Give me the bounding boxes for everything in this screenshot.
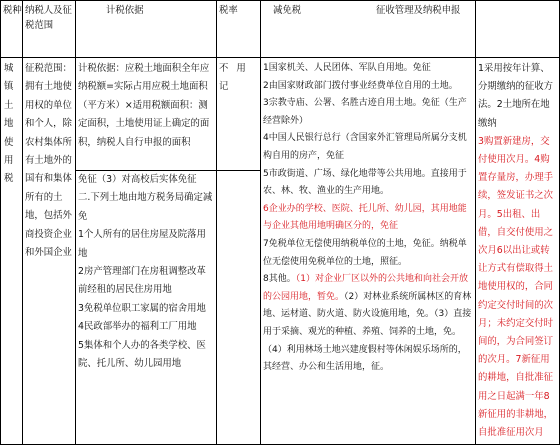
col-border-4	[260, 0, 261, 445]
exemption-item-highlight: 6企业办的学校、医院、托儿所、幼儿园，其用地能与企业其他用地明确区分的，免征	[263, 203, 467, 232]
header-tax-type: 税种	[3, 5, 22, 16]
exemption-item: 5市政街道、广场、绿化地带等公共用地。直接用于农、林、牧、渔业的生产用地。	[263, 168, 467, 197]
col-border-3	[216, 0, 217, 445]
exemption-item: 4中国人民银行总行（含国家外汇管理局所属分支机构自用的房产，免征	[263, 133, 467, 161]
header-bottom-border	[0, 57, 560, 58]
col-border-1	[22, 0, 23, 445]
exemption-other-highlight: （1）对企业厂区以外的公共地和向社会开放的公园用地，暂免。	[263, 274, 468, 302]
exemption-item: 3宗教寺庙、公署、名胜古迹自用土地。免征（生产经营除外）	[263, 98, 467, 126]
basis-bottom-line: 免征（3）对高校后实体免征	[78, 174, 197, 185]
exemption-item: 7免税单位无偿使用纳税单位的土地，免征。纳税单位无偿使用免税单位的土地，照征。	[263, 238, 467, 267]
exemption-other-label: 8其他。	[263, 274, 296, 285]
header-admin: 征收管理及纳税申报	[376, 5, 461, 16]
exemption-other-forestry: （2）对林业系统所属林区的育林地、运材道、防火道、防火设施用地，免。	[263, 291, 472, 320]
basis-bottom-line: 二.下列土地由地方税务局确定减免	[78, 192, 213, 222]
taxpayer-scope-text: 征税范围：拥有土地使用权的单位和个人，除农村集体所有土地外的国有和集体所有的土地，包括外商投资企业和外国企业	[25, 63, 72, 259]
basis-bottom	[78, 171, 215, 373]
header-basis: 计税依据	[106, 5, 144, 16]
exemption-item: 2由国家财政部门拨付事业经费单位自用的土地。	[263, 80, 458, 91]
admin-text	[478, 60, 558, 442]
basis-bottom-line: 5集体和个人办的各类学校、医院、托儿所、幼儿园用地	[78, 339, 206, 370]
basis-bottom-line: 3免税单位职工家属的宿舍用地	[78, 302, 206, 314]
header-taxpayer-scope: 纳税人及征税范围	[25, 5, 72, 31]
basis-bottom-line: 2房产管理部门在房租调整改革前经租的居民住房用地	[78, 266, 206, 296]
exemption-other-resort: （4）利用林场土地兴建度假村等休闲娱乐场所的，其经营、办公和生活用地，征。	[263, 344, 467, 373]
basis-top-text: 计税依据：应税土地面积全年应纳税额=实际占用应税土地面积（平方米）×适用税额面积：测定面积，土地使用证上确定的面积，纳税人自行申报的面积	[78, 63, 210, 148]
exemption-other-farming: （3）直接用于采摘、观光的种植、养殖、饲养的土地，免。	[263, 309, 472, 337]
exemption-item: 1国家机关、人民团体、军队自用地。免征	[263, 63, 431, 73]
tax-name: 城镇土地使用税	[4, 63, 14, 185]
header-exemption: 减免税	[273, 5, 302, 16]
exemption-item	[263, 271, 474, 377]
exemption-list	[263, 60, 474, 377]
rate-text: 不用记	[219, 63, 254, 93]
table-top-border	[0, 0, 560, 1]
col-border-5	[475, 0, 476, 445]
header-rate: 税率	[219, 5, 238, 16]
basis-bottom-line: 4民政部举办的福利工厂用地	[78, 321, 197, 333]
basis-bottom-line: 1个人所有的居住房屋及院落用地	[78, 229, 206, 259]
col-border-2	[75, 0, 76, 445]
admin-item: 1采用按年计算、分期缴纳的征收方法。2土地所在地缴纳	[478, 63, 554, 129]
admin-item-highlight: 3购置新建房，交付使用次月。4购置存量房，办理手续，签发证书之次月。5出租、出借，自交付使用之次月6以出让或转让方式有偿取得土地使用权的，合同约定交付时间的次月；未约定交付时间的，为合同签订的次月。7新征用的耕地，自批准征用之日起满一年8新征用的非耕地，自批准征用次月	[478, 135, 554, 439]
